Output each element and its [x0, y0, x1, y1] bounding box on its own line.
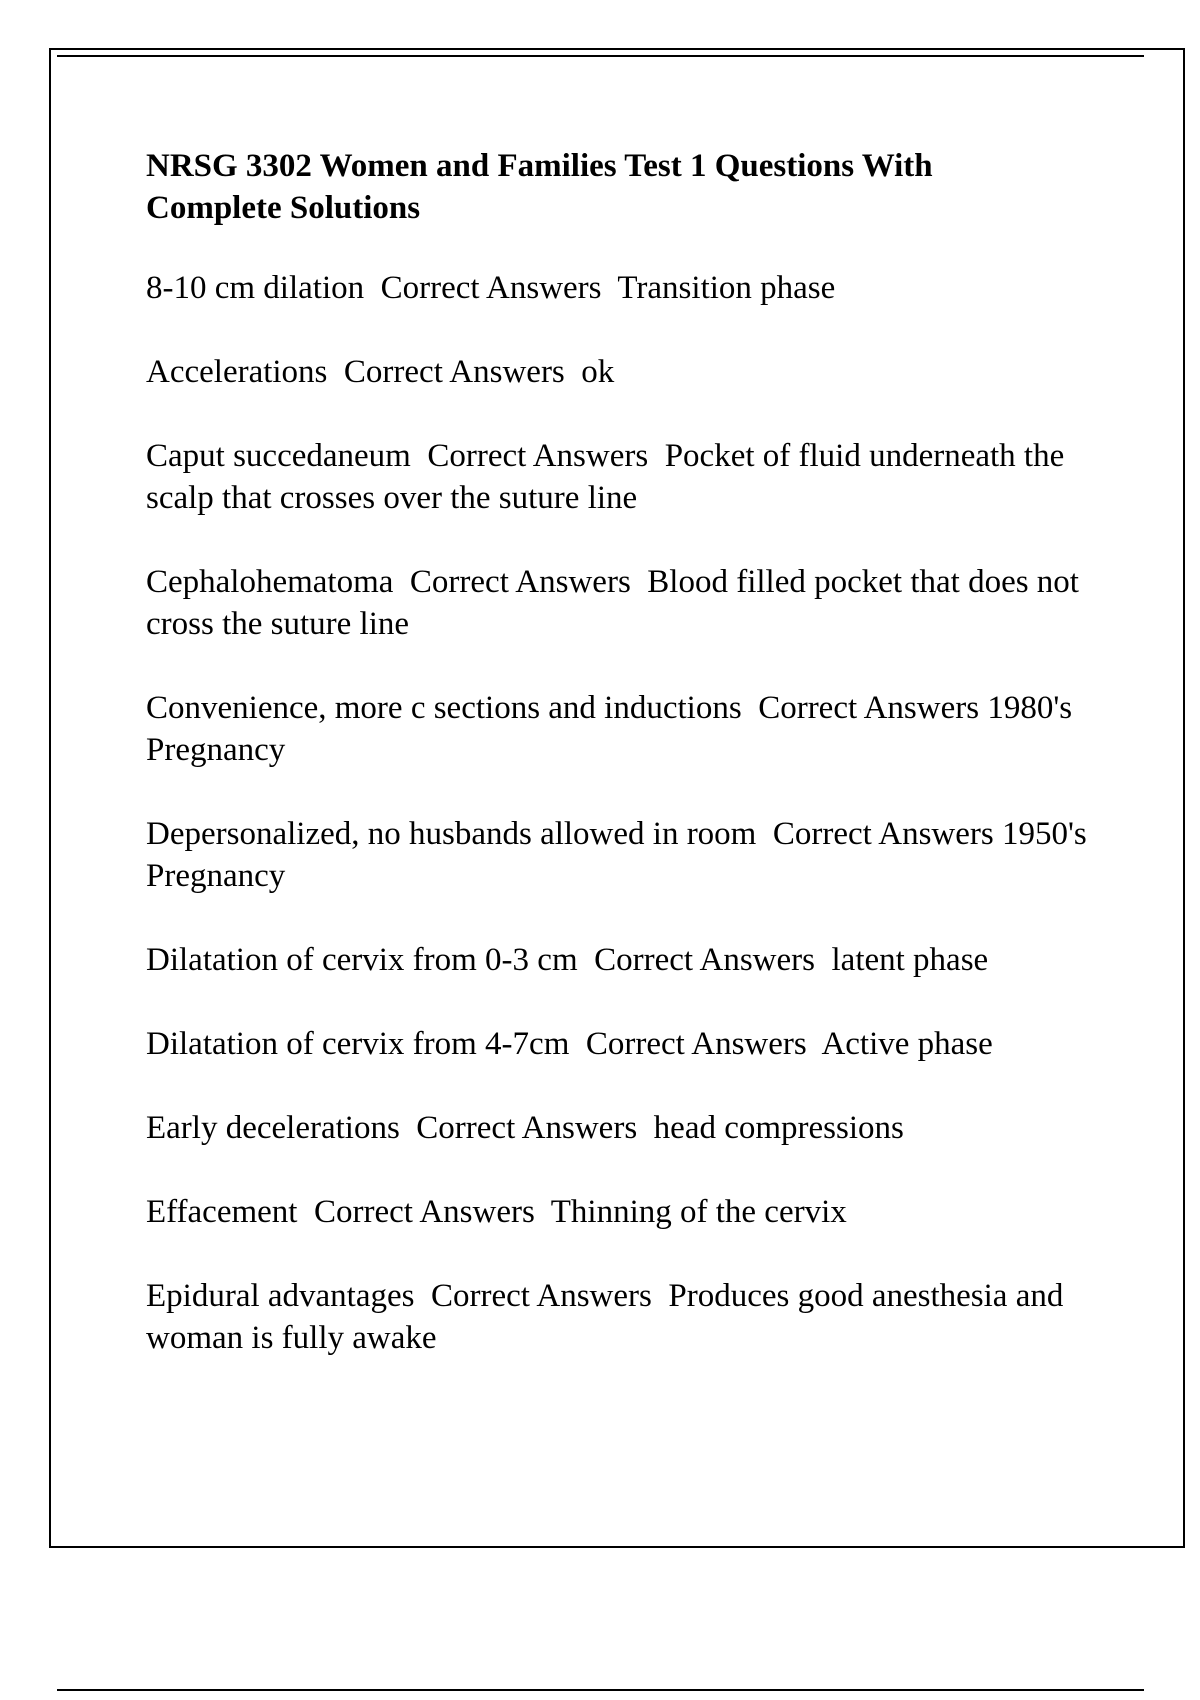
qa-answer: Pocket of fluid underneath the scalp that crosses over the suture line	[146, 438, 1065, 516]
qa-answer: Produces good anesthesia and woman is fully awake	[146, 1278, 1064, 1356]
qa-term: 8-10 cm dilation	[146, 270, 365, 306]
qa-answer-label: Correct Answers	[380, 270, 602, 306]
qa-answer: Transition phase	[617, 270, 836, 306]
qa-term: Effacement	[146, 1194, 298, 1230]
qa-answer: 1980's Pregnancy	[146, 690, 1073, 768]
qa-answer-label: Correct Answers	[594, 942, 815, 978]
qa-term: Epidural advantages	[146, 1278, 415, 1314]
qa-term: Accelerations	[146, 354, 328, 390]
document-title: NRSG 3302 Women and Families Test 1 Questions With Complete Solutions	[146, 148, 933, 226]
qa-answer: head compressions	[653, 1110, 904, 1146]
qa-term: Convenience, more c sections and inductions	[146, 690, 742, 726]
qa-term: Caput succedaneum	[146, 438, 411, 474]
qa-answer-label: Correct Answers	[343, 354, 565, 390]
footer-rule	[57, 1689, 1144, 1691]
qa-answer: latent phase	[831, 942, 989, 978]
qa-item	[146, 939, 1106, 981]
qa-item	[146, 267, 1106, 309]
qa-item	[146, 351, 1106, 393]
qa-answer-label: Correct Answers	[585, 1026, 807, 1062]
qa-item	[146, 1275, 1106, 1359]
qa-item	[146, 1107, 1106, 1149]
qa-answer-label: Correct Answers	[416, 1110, 638, 1146]
qa-answer: Thinning of the cervix	[550, 1194, 847, 1230]
qa-term: Cephalohematoma	[146, 564, 394, 600]
qa-item	[146, 435, 1106, 519]
qa-answer-label: Correct Answers	[772, 816, 994, 852]
qa-item	[146, 813, 1106, 897]
qa-answer: Active phase	[821, 1026, 993, 1062]
qa-answer-label: Correct Answers	[430, 1278, 652, 1314]
document-content	[146, 145, 1106, 1401]
qa-item	[146, 687, 1106, 771]
qa-item	[146, 561, 1106, 645]
qa-answer-label: Correct Answers	[427, 438, 649, 474]
top-rule	[57, 55, 1144, 57]
qa-item	[146, 1023, 1106, 1065]
qa-term: Depersonalized, no husbands allowed in room	[146, 816, 757, 852]
qa-answer: ok	[581, 354, 615, 390]
qa-term: Early decelerations	[146, 1110, 400, 1146]
qa-term: Dilatation of cervix from 4-7cm	[146, 1026, 570, 1062]
qa-answer-label: Correct Answers	[758, 690, 980, 726]
qa-answer-label: Correct Answers	[409, 564, 631, 600]
qa-term: Dilatation of cervix from 0-3 cm	[146, 942, 578, 978]
qa-answer-label: Correct Answers	[313, 1194, 535, 1230]
qa-item	[146, 1191, 1106, 1233]
qa-answer: 1950's Pregnancy	[146, 816, 1087, 894]
qa-answer: Blood filled pocket that does not cross the suture line	[146, 564, 1079, 642]
